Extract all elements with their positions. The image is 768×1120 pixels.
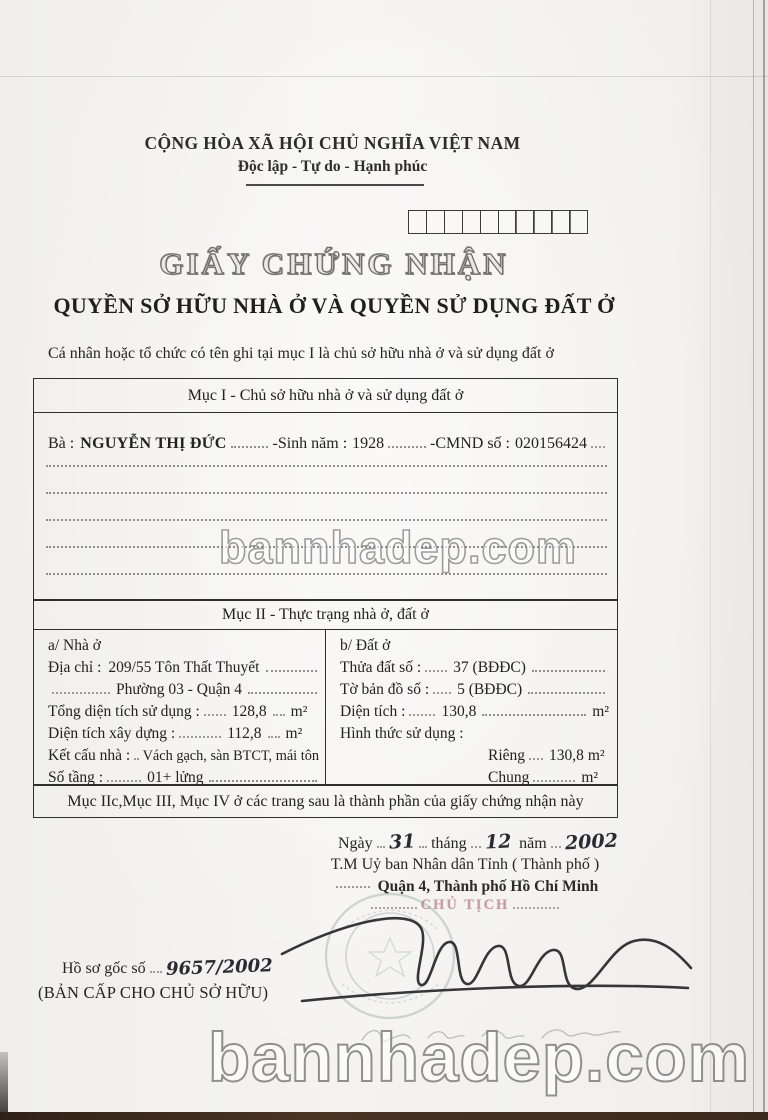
serial-box-cell [408, 210, 427, 234]
photo-left-edge [0, 1052, 8, 1120]
shared-label: Chung [488, 769, 530, 786]
house-address-row2 [48, 679, 321, 701]
motto-underline [246, 184, 424, 186]
address-label: Địa chỉ : [48, 659, 102, 676]
paper-edge-line-faint [710, 0, 711, 1120]
locality-text: Quận 4, Thành phố Hồ Chí Minh [377, 878, 599, 895]
blank-dotted-line [46, 492, 607, 494]
dotted-leader [266, 670, 318, 672]
land-use-form-row [340, 723, 609, 745]
section-note: Mục IIc,Mục III, Mục IV ở các trang sau là thành phần của giấy chứng nhận này [67, 792, 584, 810]
total-area-label: Tổng diện tích sử dụng : [48, 703, 200, 720]
land-column [326, 630, 617, 784]
id-label: -CMND số : [429, 435, 510, 452]
dotted-leader [433, 692, 451, 694]
certificate-title: GIẤY CHỨNG NHẬN [159, 246, 509, 281]
map-label: Tờ bản đồ số : [340, 681, 430, 698]
serial-box-cell [480, 210, 499, 234]
address-value: 209/55 Tôn Thất Thuyết [108, 659, 260, 676]
dotted-leader [134, 758, 136, 760]
dotted-leader [150, 971, 162, 973]
intro-note: Cá nhân hoặc tổ chức có tên ghi tại mục I là chủ sở hữu nhà ở và sử dụng đất ở [48, 345, 554, 362]
dotted-leader [179, 736, 221, 738]
dotted-leader [471, 846, 481, 848]
area-unit: m² [592, 703, 609, 720]
serial-box-cell [426, 210, 445, 234]
blank-dotted-line [46, 465, 607, 467]
dotted-leader [532, 670, 605, 672]
dotted-leader [425, 670, 447, 672]
house-column [34, 630, 326, 784]
total-area-value: 128,8 [231, 703, 267, 720]
serial-number-boxes [408, 210, 588, 234]
dotted-leader [52, 692, 110, 694]
house-structure-row [48, 745, 321, 767]
section2-box [33, 600, 618, 785]
built-area-label: Diện tích xây dựng : [48, 725, 176, 742]
private-value: 130,8 [549, 747, 584, 764]
authority-line: T.M Uỷ ban Nhân dân Tỉnh ( Thành phố ) [330, 856, 600, 873]
watermark-middle: bannhadep.com [219, 522, 578, 573]
serial-box-cell [551, 210, 570, 234]
dotted-leader [248, 692, 317, 694]
floors-value: 01+ lửng [147, 769, 204, 786]
total-area-unit: m² [290, 703, 308, 720]
plot-label: Thửa đất số : [340, 659, 422, 676]
dotted-leader [107, 780, 141, 782]
dossier-number-handwritten: 9657/2002 [165, 955, 273, 980]
house-address-row [48, 657, 321, 679]
shared-unit: m² [581, 769, 599, 786]
address-line2: Phường 03 - Quận 4 [116, 681, 242, 698]
issued-note: (BẢN CẤP CHO CHỦ SỞ HỮU) [38, 983, 269, 1002]
serial-box-cell [515, 210, 534, 234]
blank-dotted-line [46, 519, 607, 521]
signer-title: CHỦ TỊCH [420, 897, 510, 913]
serial-box-cell [533, 210, 552, 234]
section2-header: Mục II - Thực trạng nhà ở, đất ở [34, 601, 617, 630]
date-line [338, 831, 618, 853]
map-value: 5 (BĐĐC) [457, 681, 523, 698]
dotted-leader [409, 714, 435, 716]
watermark-bottom: bannhadep.com [208, 1019, 751, 1096]
structure-label: Kết cấu nhà : [48, 747, 131, 764]
dotted-leader [231, 446, 269, 448]
serial-box-cell [498, 210, 517, 234]
month-label: tháng [431, 835, 467, 852]
dotted-leader [533, 780, 575, 782]
dotted-leader [551, 846, 561, 848]
land-map-row [340, 679, 609, 701]
id-number: 020156424 [515, 435, 587, 452]
year-label: năm [519, 835, 547, 852]
dotted-leader [268, 736, 280, 738]
paper-edge-line [753, 0, 754, 1120]
owner-name: NGUYỄN THỊ ĐỨC [80, 435, 227, 452]
house-title: a/ Nhà ở [48, 637, 101, 654]
use-form-label: Hình thức sử dụng : [340, 725, 464, 742]
day-value-handwritten: 31 [388, 830, 416, 854]
dotted-leader [209, 780, 317, 782]
day-label: Ngày [338, 835, 373, 852]
dotted-leader [482, 714, 586, 716]
certificate-subtitle: QUYỀN SỞ HỮU NHÀ Ở VÀ QUYỀN SỬ DỤNG ĐẤT Ở [53, 293, 615, 318]
land-title: b/ Đất ở [340, 637, 391, 654]
private-unit: m² [587, 747, 605, 764]
structure-value: Vách gạch, sàn BTCT, mái tôn [142, 748, 319, 764]
dossier-row [62, 957, 272, 978]
section-note-strip [33, 785, 618, 818]
table-surface-band [0, 1112, 768, 1120]
dotted-leader [529, 758, 543, 760]
dossier-label: Hồ sơ gốc số [62, 960, 146, 977]
birth-year: 1928 [352, 435, 385, 452]
floors-label: Số tầng : [48, 769, 104, 786]
house-built-area-row [48, 723, 321, 745]
land-area-row [340, 701, 609, 723]
plot-value: 37 (BĐĐC) [453, 659, 526, 676]
month-value-handwritten: 12 [484, 830, 512, 854]
dotted-leader [591, 446, 605, 448]
dotted-leader [273, 714, 285, 716]
serial-box-cell [462, 210, 481, 234]
built-area-unit: m² [285, 725, 303, 742]
dotted-leader [528, 692, 605, 694]
built-area-value: 112,8 [227, 725, 262, 742]
dotted-leader [204, 714, 226, 716]
handwritten-signature [280, 898, 700, 1013]
serial-box-cell [444, 210, 463, 234]
private-label: Riêng [488, 747, 526, 764]
photo-right-edge [763, 0, 765, 1120]
serial-box-cell [569, 210, 588, 234]
area-label: Diện tích : [340, 703, 406, 720]
area-value: 130,8 [441, 703, 477, 720]
birth-label: -Sinh năm : [272, 435, 348, 452]
dotted-leader [419, 846, 427, 848]
dotted-leader [336, 886, 370, 888]
land-private-row [340, 745, 609, 767]
year-value-handwritten: 2002 [564, 829, 619, 855]
owner-row [48, 435, 609, 453]
section1-header: Mục I - Chủ sở hữu nhà ở và sử dụng đất ở [34, 379, 617, 413]
dotted-leader [377, 846, 385, 848]
national-title: CỘNG HÒA XÃ HỘI CHỦ NGHĨA VIỆT NAM [144, 133, 521, 153]
house-total-area-row [48, 701, 321, 723]
paper-fold-line [0, 76, 768, 77]
land-plot-row [340, 657, 609, 679]
owner-prefix: Bà : [48, 435, 75, 452]
national-motto: Độc lập - Tự do - Hạnh phúc [237, 158, 428, 175]
dotted-leader [388, 446, 426, 448]
